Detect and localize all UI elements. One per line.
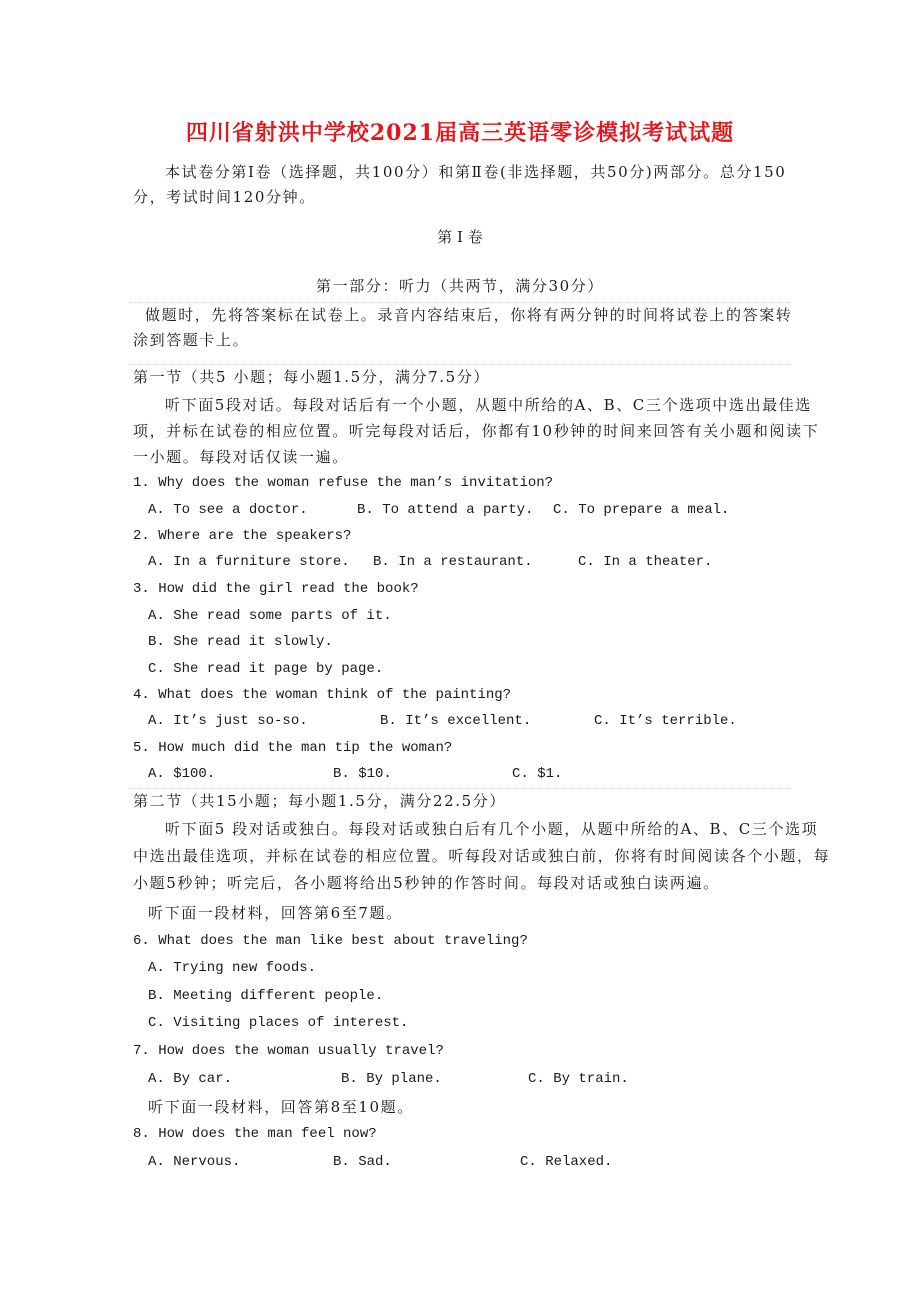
exam-title: 四川省射洪中学校2021届高三英语零诊模拟考试试题 xyxy=(185,120,735,146)
question: 6. What does the man like best about traveling? xyxy=(133,933,528,949)
part1-instructions: 做题时，先将答案标在试卷上。录音内容结束后，你将有两分钟的时间将试卷上的答案转 xyxy=(145,306,793,324)
intro-line: 分，考试时间120分钟。 xyxy=(133,188,316,206)
option-c: C. She read it page by page. xyxy=(148,661,384,677)
option-c: C. Visiting places of interest. xyxy=(148,1015,409,1031)
part1-heading: 第一部分：听力（共两节，满分30分） xyxy=(316,277,604,295)
section2-heading: 第二节（共15小题；每小题1.5分，满分22.5分） xyxy=(133,792,506,810)
option-c: C. Relaxed. xyxy=(520,1154,613,1170)
part1-instructions: 涂到答题卡上。 xyxy=(133,331,250,349)
question: 2. Where are the speakers? xyxy=(133,528,352,544)
option-a: A. To see a doctor. xyxy=(148,502,308,518)
option-c: C. In a theater. xyxy=(578,554,713,570)
question: 7. How does the woman usually travel? xyxy=(133,1043,444,1059)
question: 5. How much did the man tip the woman? xyxy=(133,740,453,756)
volume-heading: 第 Ⅰ 卷 xyxy=(437,228,483,246)
option-a: A. $100. xyxy=(148,766,216,782)
intro-line: 本试卷分第Ⅰ卷（选择题，共100分）和第Ⅱ卷(非选择题，共50分)两部分。总分150 xyxy=(165,163,787,181)
option-c: C. To prepare a meal. xyxy=(553,502,730,518)
option-b: B. She read it slowly. xyxy=(148,634,333,650)
material-note: 听下面一段材料，回答第6至7题。 xyxy=(148,904,403,922)
option-c: C. By train. xyxy=(528,1071,629,1087)
option-a: A. It’s just so-so. xyxy=(148,713,308,729)
option-c: C. It’s terrible. xyxy=(594,713,737,729)
option-c: C. $1. xyxy=(512,766,563,782)
option-b: B. By plane. xyxy=(341,1071,442,1087)
question: 3. How did the girl read the book? xyxy=(133,581,419,597)
option-a: A. She read some parts of it. xyxy=(148,608,392,624)
section1-instructions: 听下面5段对话。每段对话后有一个小题，从题中所给的A、B、C三个选项中选出最佳选 xyxy=(165,396,812,414)
option-b: B. Sad. xyxy=(333,1154,392,1170)
option-a: A. Trying new foods. xyxy=(148,960,317,976)
section1-heading: 第一节（共5 小题；每小题1.5分，满分7.5分） xyxy=(133,368,491,386)
question: 8. How does the man feel now? xyxy=(133,1126,377,1142)
option-b: B. $10. xyxy=(333,766,392,782)
material-note: 听下面一段材料，回答第8至10题。 xyxy=(148,1098,414,1116)
option-b: B. To attend a party. xyxy=(357,502,534,518)
question: 4. What does the woman think of the painting? xyxy=(133,687,512,703)
section2-instructions: 中选出最佳选项，并标在试卷的相应位置。听每段对话或独白前，你将有时间阅读各个小题，每 xyxy=(133,847,831,865)
option-a: A. In a furniture store. xyxy=(148,554,350,570)
option-a: A. By car. xyxy=(148,1071,233,1087)
option-a: A. Nervous. xyxy=(148,1154,241,1170)
section2-instructions: 小题5秒钟；听完后，各小题将给出5秒钟的作答时间。每段对话或独白读两遍。 xyxy=(133,874,720,892)
option-b: B. Meeting different people. xyxy=(148,988,384,1004)
question: 1. Why does the woman refuse the man’s invitation? xyxy=(133,475,554,491)
option-b: B. In a restaurant. xyxy=(373,554,533,570)
section2-instructions: 听下面5 段对话或独白。每段对话或独白后有几个小题，从题中所给的A、B、C三个选项 xyxy=(165,820,819,838)
section1-instructions: 一小题。每段对话仅读一遍。 xyxy=(133,448,349,466)
section1-instructions: 项，并标在试卷的相应位置。听完每段对话后，你都有10秒钟的时间来回答有关小题和阅读下 xyxy=(133,422,820,440)
option-b: B. It’s excellent. xyxy=(380,713,532,729)
